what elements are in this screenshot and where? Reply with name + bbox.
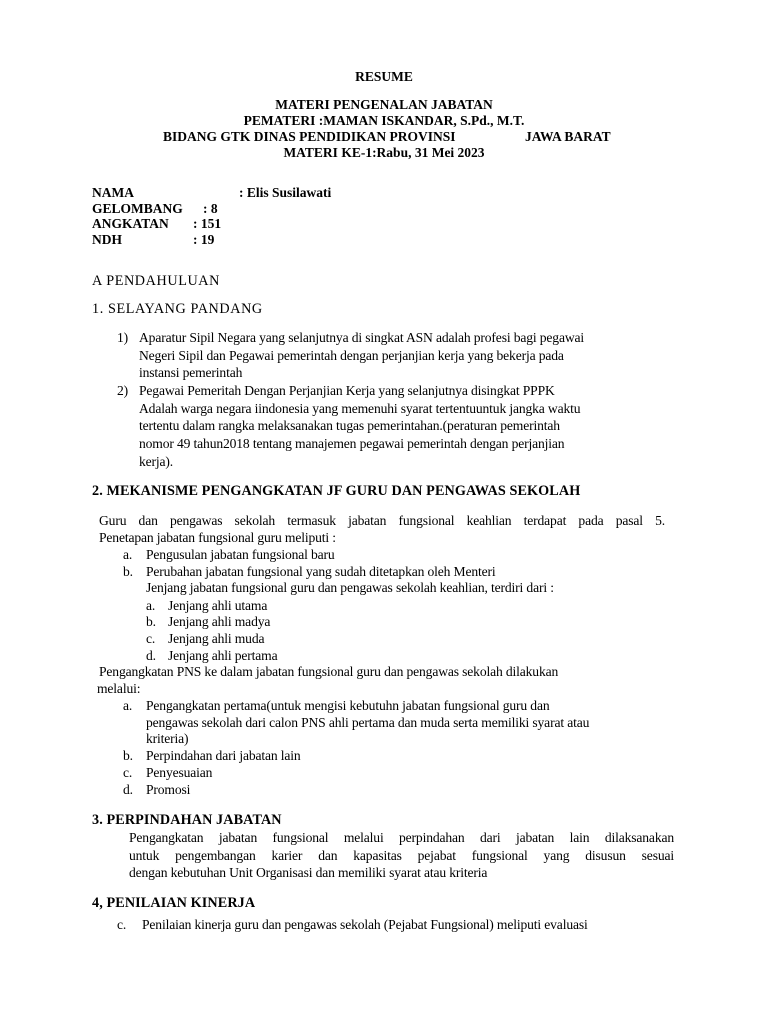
list-item-line: kerja). xyxy=(139,454,174,469)
list-item-line: Pengangkatan pertama(untuk mengisi kebutuhn jabatan fungsional guru dan xyxy=(146,698,550,713)
list-marker: a. xyxy=(123,698,133,713)
list-item-line: Jenjang ahli pertama xyxy=(168,648,278,663)
list-item-line: Promosi xyxy=(146,782,191,797)
section-2-intro-line: Guru dan pengawas sekolah termasuk jabatan fungsional keahlian terdapat pada pasal 5. xyxy=(99,513,665,528)
list-item-line: tertentu dalam rangka melaksanakan tugas pemerintahan.(peraturan pemerintah xyxy=(139,418,560,433)
list-item-line: Penyesuaian xyxy=(146,765,213,780)
list-item-line: Adalah warga negara iindonesia yang memenuhi syarat tertentuuntuk jangka waktu xyxy=(139,401,581,416)
section-1-title: 1. SELAYANG PANDANG xyxy=(92,301,263,317)
list-marker: d. xyxy=(146,648,156,663)
list-item-line: pengawas sekolah dari calon PNS ahli pertama dan muda serta memiliki syarat atau xyxy=(146,715,590,730)
list-marker: d. xyxy=(123,782,133,797)
nama-label: NAMA xyxy=(92,185,134,200)
list-item-line: Jenjang ahli utama xyxy=(168,598,268,613)
pendahuluan-heading: A PENDAHULUAN xyxy=(92,273,220,289)
list-marker: b. xyxy=(123,564,133,579)
list-item-line: Perpindahan dari jabatan lain xyxy=(146,748,301,763)
gelombang-label: GELOMBANG xyxy=(92,201,183,216)
list-marker: c. xyxy=(123,765,133,780)
gelombang-value: : 8 xyxy=(203,201,218,216)
list-marker: c. xyxy=(117,917,127,932)
list-marker: a. xyxy=(123,547,133,562)
pengangkatan-line: Pengangkatan PNS ke dalam jabatan fungsional guru dan pengawas sekolah dilakukan xyxy=(99,664,559,679)
list-marker: a. xyxy=(146,598,156,613)
list-item-line: Penilaian kinerja guru dan pengawas sekolah (Pejabat Fungsional) meliputi evaluasi xyxy=(142,917,588,932)
list-marker: b. xyxy=(123,748,133,763)
header-line-3-right: JAWA BARAT xyxy=(525,129,611,144)
list-item-line: nomor 49 tahun2018 tentang manajemen pegawai pemerintah dengan perjanjian xyxy=(139,436,565,451)
header-line-1: MATERI PENGENALAN JABATAN xyxy=(275,97,493,112)
angkatan-label: ANGKATAN xyxy=(92,216,169,231)
list-marker: 2) xyxy=(117,383,129,398)
list-item-line: Jenjang ahli madya xyxy=(168,614,271,629)
section-3-title: 3. PERPINDAHAN JABATAN xyxy=(92,812,282,828)
ndh-value: : 19 xyxy=(193,232,215,247)
angkatan-value: : 151 xyxy=(193,216,222,231)
list-item-line: Jenjang ahli muda xyxy=(168,631,265,646)
header-line-2: PEMATERI :MAMAN ISKANDAR, S.Pd., M.T. xyxy=(243,113,525,128)
header-line-4: MATERI KE-1:Rabu, 31 Mei 2023 xyxy=(283,145,485,160)
list-item-line: Negeri Sipil dan Pegawai pemerintah dengan perjanjian kerja yang bekerja pada xyxy=(139,348,564,363)
list-marker: c. xyxy=(146,631,156,646)
ndh-label: NDH xyxy=(92,232,122,247)
section-3-line: Pengangkatan jabatan fungsional melalui perpindahan dari jabatan lain dilaksanakan xyxy=(129,830,674,845)
document-title: RESUME xyxy=(355,69,413,84)
list-marker: 1) xyxy=(117,330,129,345)
list-item-line: Perubahan jabatan fungsional yang sudah ditetapkan oleh Menteri xyxy=(146,564,496,579)
list-item-line: kriteria) xyxy=(146,731,189,746)
section-3-line: dengan kebutuhan Unit Organisasi dan memiliki syarat atau kriteria xyxy=(129,865,488,880)
jenjang-intro: Jenjang jabatan fungsional guru dan pengawas sekolah keahlian, terdiri dari : xyxy=(146,580,554,595)
list-marker: b. xyxy=(146,614,156,629)
section-4-title: 4, PENILAIAN KINERJA xyxy=(92,895,256,911)
nama-value: : Elis Susilawati xyxy=(239,185,332,200)
section-2-title: 2. MEKANISME PENGANGKATAN JF GURU DAN PENGAWAS SEKOLAH xyxy=(92,483,581,499)
list-item-line: Pengusulan jabatan fungsional baru xyxy=(146,547,335,562)
list-item-line: instansi pemerintah xyxy=(139,365,243,380)
pengangkatan-line: melalui: xyxy=(97,681,141,696)
list-item-line: Aparatur Sipil Negara yang selanjutnya di singkat ASN adalah profesi bagi pegawai xyxy=(139,330,584,345)
header-line-3-left: BIDANG GTK DINAS PENDIDIKAN PROVINSI xyxy=(163,129,456,144)
section-2-intro-line: Penetapan jabatan fungsional guru meliputi : xyxy=(99,530,336,545)
list-item-line: Pegawai Pemeritah Dengan Perjanjian Kerja yang selanjutnya disingkat PPPK xyxy=(139,383,555,398)
section-3-line: untuk pengembangan karier dan kapasitas pejabat fungsional yang disusun sesuai xyxy=(129,848,674,863)
